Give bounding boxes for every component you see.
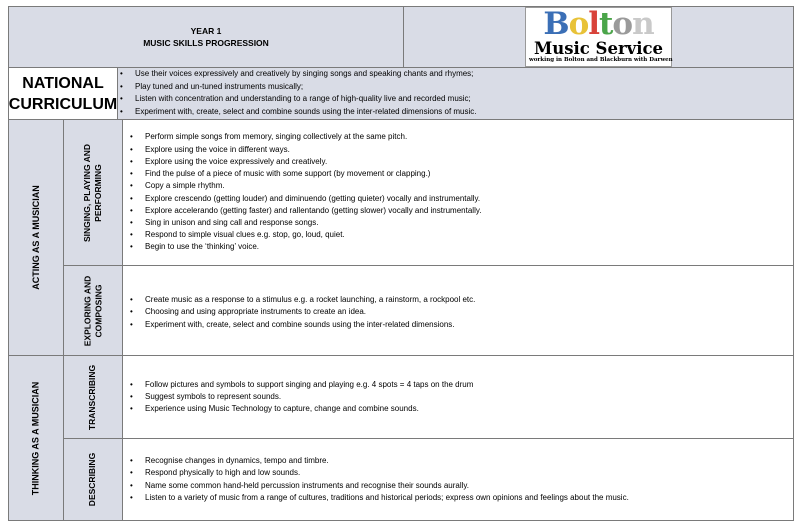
list-item: • Listen to a variety of music from a range of cultures, traditions and historical periods; express own opinions and feelings about the music.: [145, 492, 629, 504]
list-item: • Name some common hand-held percussion instruments and recognise their sounds aurally.: [145, 480, 629, 492]
list-item: • Recognise changes in dynamics, tempo and timbre.: [145, 455, 629, 467]
transcribing-list: [123, 379, 473, 416]
acting-label-text: ACTING AS A MUSICIAN: [30, 185, 41, 290]
list-item: • Explore using the voice in different ways.: [145, 144, 481, 156]
transcribing-label-text: TRANSCRIBING: [87, 364, 98, 430]
logo-cell: [403, 6, 794, 68]
nc-label-line1: NATIONAL: [22, 74, 104, 92]
singing-playing-performing-label: [63, 119, 123, 266]
list-item: • Use their voices expressively and creatively by singing songs and speaking chants and rhymes;: [135, 68, 793, 81]
list-item: • Play tuned and un-tuned instruments musically;: [135, 81, 793, 94]
list-item: • Respond physically to high and low sounds.: [145, 467, 629, 479]
national-curriculum-label: [8, 67, 118, 120]
list-item: • Listen with concentration and understanding to a range of high-quality live and recorded music;: [135, 93, 793, 106]
list-item: • Sing in unison and sing call and response songs.: [145, 217, 481, 229]
list-item: • Choosing and using appropriate instruments to create an idea.: [145, 306, 475, 318]
logo-music-service: Music Service: [533, 39, 664, 58]
describing-label-text: DESCRIBING: [87, 452, 98, 507]
exploring-composing-label: [63, 265, 123, 356]
transcribing-panel: [122, 355, 794, 439]
singing-label-line1: SINGING, PLAYING AND: [82, 143, 93, 242]
thinking-as-musician-label: [8, 355, 64, 521]
list-item: • Create music as a response to a stimulus e.g. a rocket launching, a rainstorm, a rockpool etc.: [145, 294, 475, 306]
transcribing-label: [63, 355, 123, 439]
list-item: • Respond to simple visual clues e.g. stop, go, loud, quiet.: [145, 229, 481, 241]
describing-panel: [122, 438, 794, 521]
list-item: • Begin to use the ‘thinking’ voice.: [145, 241, 481, 253]
logo-letter: l: [588, 6, 600, 42]
singing-label-line2: PERFORMING: [93, 163, 104, 222]
exploring-label-line1: EXPLORING AND: [82, 275, 92, 346]
acting-as-musician-label: [8, 119, 64, 356]
national-curriculum-list: [118, 68, 793, 118]
exploring-list: [123, 294, 475, 331]
singing-list: [123, 131, 481, 253]
title-year: YEAR 1: [190, 26, 222, 36]
logo-letter: o: [568, 6, 589, 42]
logo-tagline: working in Bolton and Blackburn with Darwen: [529, 57, 673, 63]
national-curriculum-panel: [117, 67, 794, 120]
describing-list: [123, 455, 629, 504]
list-item: • Explore using the voice expressively and creatively.: [145, 156, 481, 168]
list-item: • Explore accelerando (getting faster) and rallentando (getting slower) vocally and instrumentally.: [145, 205, 481, 217]
document-title: [8, 6, 404, 68]
title-subject: MUSIC SKILLS PROGRESSION: [143, 38, 269, 48]
exploring-label-line2: COMPOSING: [93, 284, 103, 337]
list-item: • Experience using Music Technology to capture, change and combine sounds.: [145, 403, 473, 415]
singing-label-text: [82, 143, 104, 241]
list-item: • Suggest symbols to represent sounds.: [145, 391, 473, 403]
exploring-label-text: [82, 275, 104, 346]
logo-letter: n: [632, 6, 654, 42]
logo-letter: B: [543, 6, 569, 42]
list-item: • Find the pulse of a piece of music with some support (by movement or clapping.): [145, 168, 481, 180]
singing-panel: [122, 119, 794, 266]
logo-wordmark: [529, 6, 668, 42]
list-item: • Experiment with, create, select and combine sounds using the inter-related dimensions.: [145, 319, 475, 331]
list-item: • Experiment with, create, select and combine sounds using the inter-related dimensions of music.: [135, 106, 793, 119]
nc-label-line2: CURRICULUM: [8, 95, 118, 113]
exploring-panel: [122, 265, 794, 356]
bolton-music-service-logo: [525, 7, 672, 67]
describing-label: [63, 438, 123, 521]
list-item: • Perform simple songs from memory, singing collectively at the same pitch.: [145, 131, 481, 143]
thinking-label-text: THINKING AS A MUSICIAN: [30, 381, 41, 495]
logo-letter: t: [599, 6, 613, 42]
list-item: • Follow pictures and symbols to support singing and playing e.g. 4 spots = 4 taps on the drum: [145, 379, 473, 391]
logo-letter: o: [612, 6, 633, 42]
list-item: • Explore crescendo (getting louder) and diminuendo (getting quieter) vocally and instrumentally.: [145, 193, 481, 205]
list-item: • Copy a simple rhythm.: [145, 180, 481, 192]
